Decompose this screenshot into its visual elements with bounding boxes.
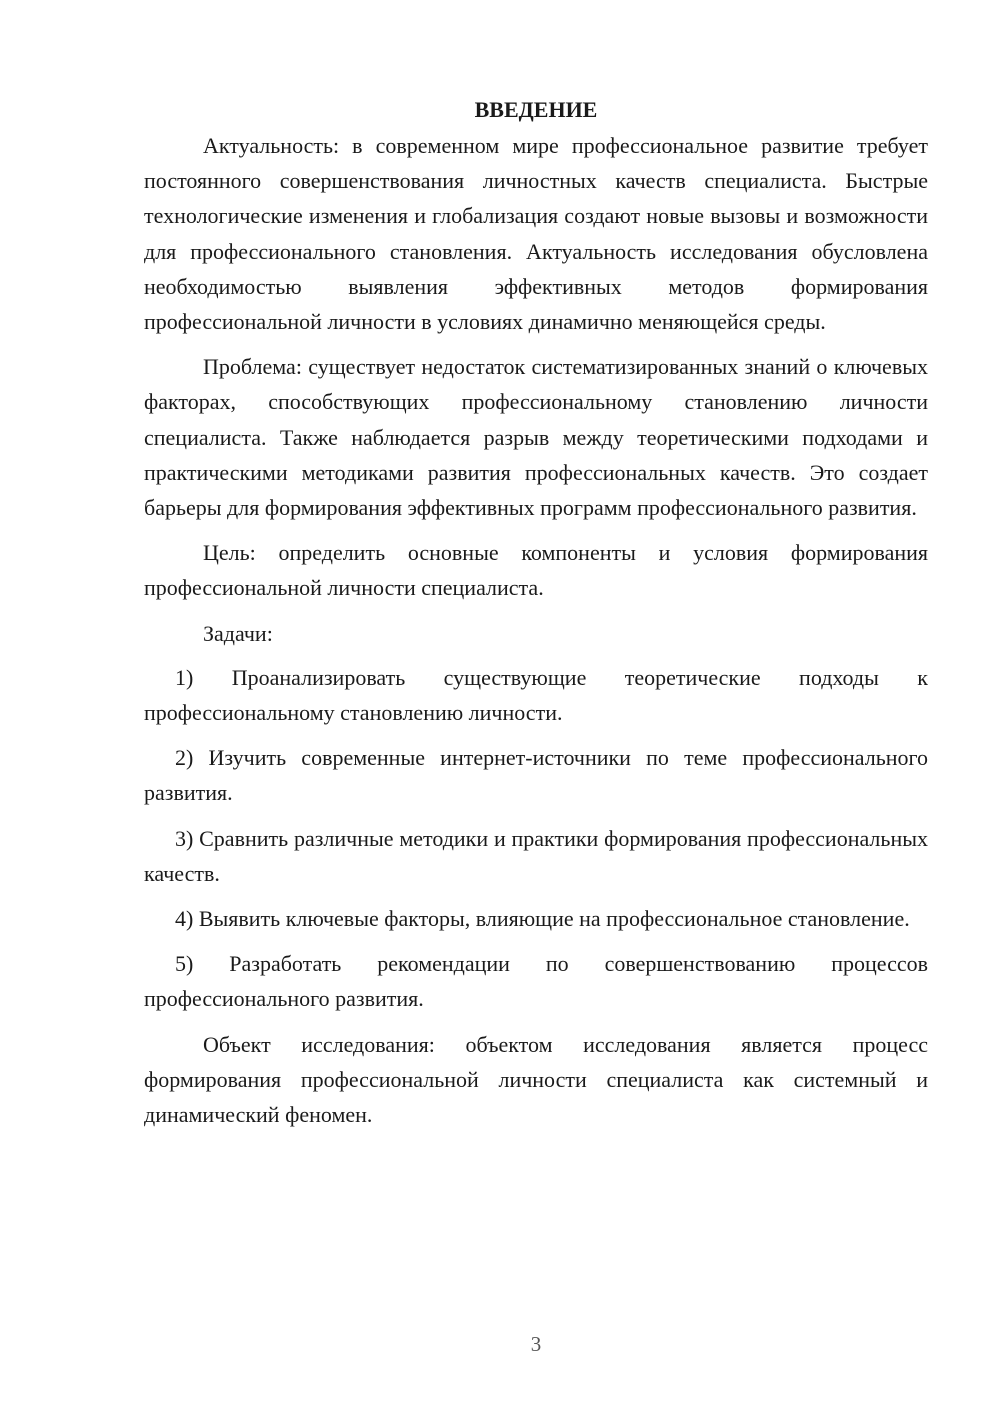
paragraph-relevance: Актуальность: в современном мире профессиональное развитие требует постоянного совершенствования личностных качеств специалиста. Быстрые технологические изменения и глобализация создают новые вызовы и возможности для профессионального становления. Актуальность исследования обусловлена необходимостью выявления эффективных методов формирования профессиональной личности в условиях динамично меняющейся среды. xyxy=(144,133,928,335)
paragraph-goal: Цель: определить основные компоненты и условия формирования профессиональной личности специалиста. xyxy=(144,540,928,601)
list-item: 3) Сравнить различные методики и практики формирования профессиональных качеств. xyxy=(144,825,928,886)
document-page xyxy=(144,95,928,1142)
section-title: ВВЕДЕНИЕ xyxy=(474,97,598,122)
page-number: 3 xyxy=(530,1332,542,1356)
list-item: 4) Выявить ключевые факторы, влияющие на профессиональное становление. xyxy=(175,906,910,932)
list-item: 5) Разработать рекомендации по совершенствованию процессов профессионального развития. xyxy=(144,951,928,1012)
tasks-label: Задачи: xyxy=(203,620,273,646)
paragraph-object: Объект исследования: объектом исследования является процесс формирования профессиональной личности специалиста как системный и динамический феномен. xyxy=(144,1031,928,1128)
tasks-list xyxy=(144,660,928,1017)
paragraph-problem: Проблема: существует недостаток систематизированных знаний о ключевых факторах, способствующих профессиональному становлению личности специалиста. Также наблюдается разрыв между теоретическими подходами и практическими методиками развития профессиональных качеств. Это создает барьеры для формирования эффективных программ профессионального развития. xyxy=(144,354,928,521)
list-item: 2) Изучить современные интернет-источники по теме профессионального развития. xyxy=(144,745,928,806)
list-item: 1) Проанализировать существующие теоретические подходы к профессиональному становлению личности. xyxy=(144,664,928,726)
